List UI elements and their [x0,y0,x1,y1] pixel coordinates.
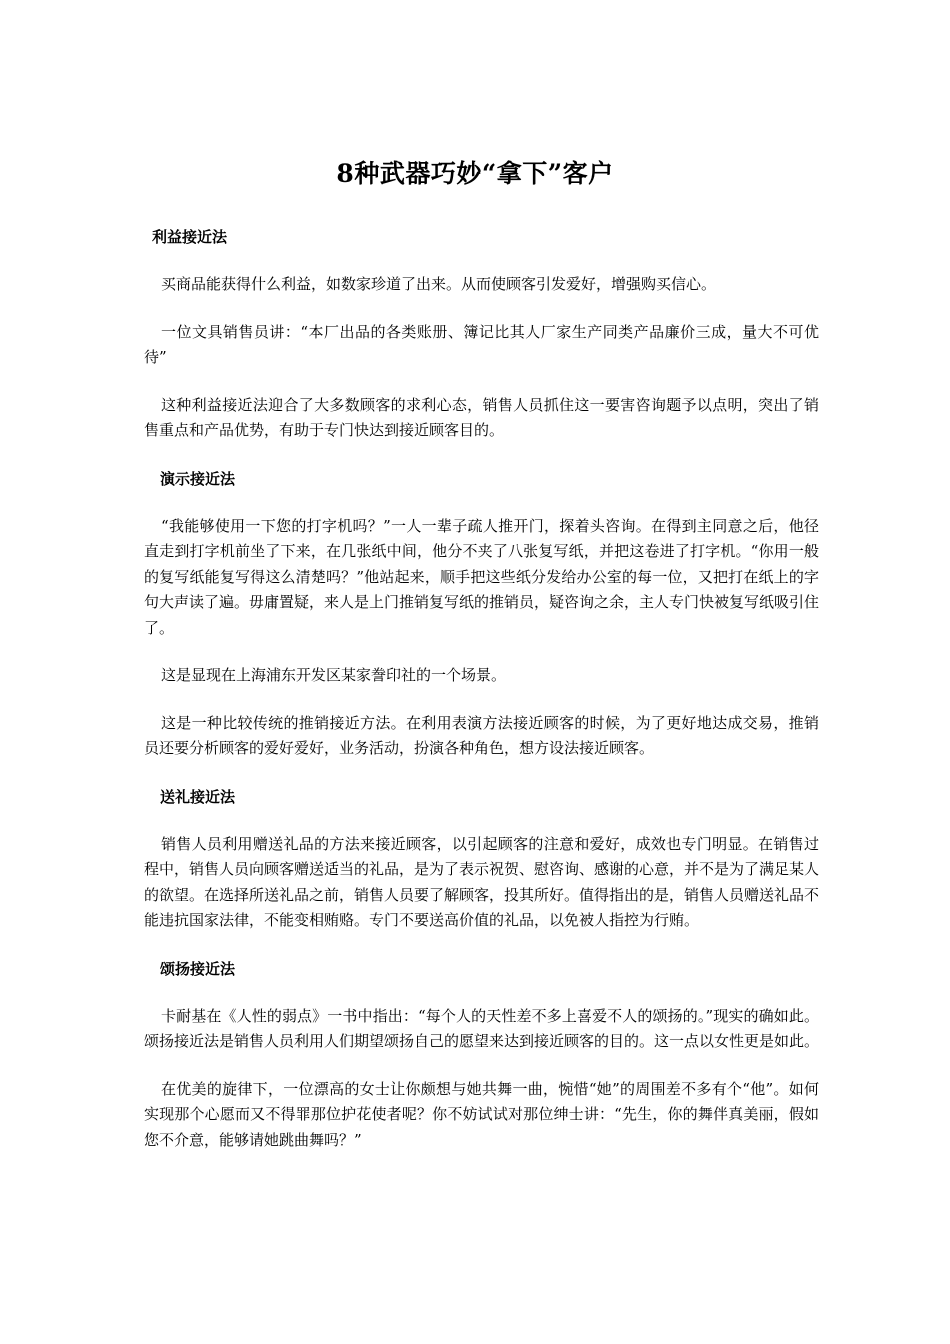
paragraph: “我能够使用一下您的打字机吗？”一人一辈子疏人推开门，探着头咨询。在得到主同意之后，他径直走到打字机前坐了下来，在几张纸中间，他分不夹了八张复写纸，并把这卷进了打字机。“你用一般的复写纸能复写得这么清楚吗？”他站起来，顺手把这些纸分发给办公室的每一位，又把打在纸上的字句大声读了遍。毋庸置疑，来人是上门推销复写纸的推销员，疑咨询之余，主人专门快被复写纸吸引住了。 [144,516,820,637]
section-praise-approach [144,956,819,1154]
section-heading: 演示接近法 [160,469,236,488]
paragraph: 卡耐基在《人性的弱点》一书中指出：“每个人的天性差不多上喜爱不人的颂扬的。”现实的确如此。颂扬接近法是销售人员利用人们期望颂扬自己的愿望来达到接近顾客的目的。这一点以女性更是如此。 [144,1006,820,1050]
section-heading: 颂扬接近法 [160,959,236,978]
paragraph: 买商品能获得什么利益，如数家珍道了出来。从而使顾客引发爱好，增强购买信心。 [161,275,717,293]
paragraph: 这种利益接近法迎合了大多数顾客的求利心态，销售人员抓住这一要害咨询题予以点明，突出了销售重点和产品优势，有助于专门快达到接近顾客目的。 [144,395,819,439]
section-demonstration-approach [144,466,819,762]
document-title: 8种武器巧妙“拿下”客户 [336,159,614,188]
paragraph: 这是一种比较传统的推销接近方法。在利用表演方法接近顾客的时候，为了更好地达成交易，推销员还要分析顾客的爱好爱好，业务活动，扮演各种角色，想方设法接近顾客。 [144,713,819,757]
paragraph: 这是显现在上海浦东开发区某家誊印社的一个场景。 [161,666,507,684]
paragraph: 在优美的旋律下，一位漂高的女士让你颇想与她共舞一曲，惋惜“她”的周围差不多有个“他”。如何实现那个心愿而又不得罪那位护花使者呢？你不妨试试对那位绅士讲：“先生，你的舞伴真美丽，假如您不介意，能够请她跳曲舞吗？” [144,1079,819,1149]
section-benefit-approach [144,224,819,444]
section-heading: 送礼接近法 [160,787,236,806]
document-body [144,224,819,1175]
section-gift-approach [144,784,819,934]
section-heading: 利益接近法 [152,228,228,246]
paragraph: 销售人员利用赠送礼品的方法来接近顾客，以引起顾客的注意和爱好，成效也专门明显。在销售过程中，销售人员向顾客赠送适当的礼品，是为了表示祝贺、慰咨询、感谢的心意，并不是为了满足某人的欲望。在选择所送礼品之前，销售人员要了解顾客，投其所好。值得指出的是，销售人员赠送礼品不能违抗国家法律，不能变相贿赂。专门不要送高价值的礼品，以免被人指控为行贿。 [144,834,820,929]
paragraph: 一位文具销售员讲：“本厂出品的各类账册、簿记比其人厂家生产同类产品廉价三成，量大不可优待” [144,322,819,366]
